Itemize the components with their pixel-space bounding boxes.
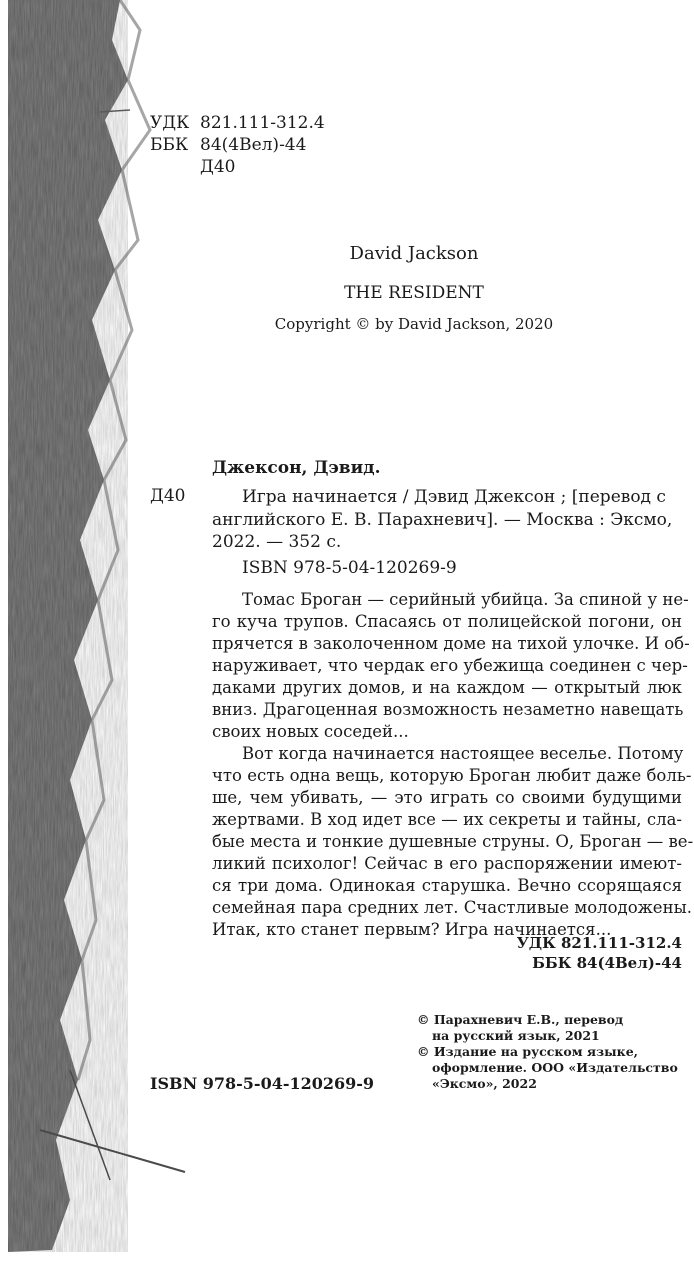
entry-line: Игра начинается / Дэвид Джексон ; [перевод с (242, 487, 666, 507)
annotation-line: ликий психолог! Сейчас в его распоряжении имеют- (212, 854, 682, 873)
annotation-line: семейная пара средних лет. Счастливые молодожены. (212, 898, 692, 917)
annotation-line: вниз. Драгоценная возможность незаметно навещать (212, 700, 684, 719)
copyright-notices (417, 1012, 678, 1092)
entry-line: английского Е. В. Парахневич]. — Москва : Эксмо, (212, 509, 673, 530)
translation-copyright-cont: на русский язык, 2021 (432, 1028, 600, 1043)
annotation-line: наруживает, что чердак его убежища соединен с чер- (212, 656, 688, 675)
annotation-line: ше, чем убивать, — это играть со своими будущими (212, 788, 682, 807)
bbk-value: 84(4Вел)-44 (200, 135, 307, 155)
annotation-line: Итак, кто станет первым? Игра начинается... (212, 920, 612, 939)
udk-top (150, 112, 325, 134)
isbn-bottom: ISBN 978-5-04-120269-9 (150, 1074, 375, 1093)
bbk-bottom: ББК 84(4Вел)-44 (532, 954, 682, 972)
translation-copyright: © Парахневич Е.В., перевод (417, 1012, 624, 1027)
decorative-ink-strip (0, 0, 200, 1261)
edition-copyright-cont: оформление. ООО «Издательство (432, 1060, 678, 1075)
original-copyright: Copyright © by David Jackson, 2020 (274, 315, 554, 333)
annotation-line: го куча трупов. Спасаясь от полицейской погони, он (212, 612, 682, 631)
entry-code: Д40 (150, 486, 186, 506)
entry-heading: Джексон, Дэвид. (212, 458, 381, 478)
entry-description (212, 486, 682, 554)
annotation-line: даками других домов, и на каждом — открытый люк (212, 678, 682, 697)
annotation (212, 589, 694, 941)
annotation-line: Томас Броган — серийный убийца. За спиной у не- (242, 590, 689, 609)
edition-copyright-cont: «Эксмо», 2022 (432, 1076, 537, 1091)
edition-copyright: © Издание на русском языке, (417, 1044, 639, 1059)
annotation-line: прячется в заколоченном доме на тихой улочке. И об- (212, 634, 690, 653)
udk-value: 821.111-312.4 (200, 113, 325, 133)
annotation-line: Вот когда начинается настоящее веселье. Потому (242, 744, 684, 763)
annotation-line: жертвами. В ход идет все — их секреты и тайны, сла- (212, 810, 682, 829)
udk-label: УДК (150, 113, 190, 133)
udk-bottom: УДК 821.111-312.4 (516, 934, 682, 952)
bbk-top (150, 134, 306, 156)
annotation-line: ся три дома. Одинокая старушка. Вечно ссорящаяся (212, 876, 682, 895)
annotation-line: что есть одна вещь, которую Броган любит даже боль- (212, 766, 692, 785)
annotation-line: своих новых соседей... (212, 722, 409, 741)
original-title: THE RESIDENT (344, 283, 484, 303)
author-code-top: Д40 (200, 157, 236, 177)
annotation-line: бые места и тонкие душевные струны. О, Броган — ве- (212, 832, 694, 851)
entry-line: 2022. — 352 с. (212, 532, 342, 552)
bbk-label: ББК (150, 135, 189, 155)
entry-isbn: ISBN 978-5-04-120269-9 (242, 558, 457, 578)
original-author: David Jackson (349, 243, 479, 264)
